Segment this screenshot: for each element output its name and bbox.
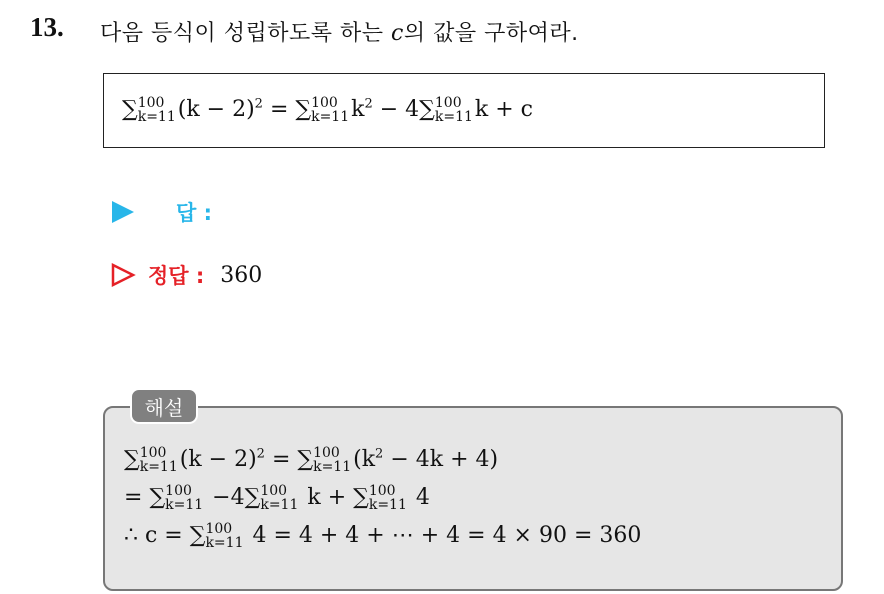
solution-tab: 해설 (130, 388, 198, 424)
question-variable: c (391, 21, 404, 46)
sum-limits: 100 k=11 (311, 95, 350, 125)
eq-term-1: (k − 2) (177, 97, 255, 122)
question-number: 13. (30, 12, 64, 42)
question-text-before: 다음 등식이 성립하도록 하는 (100, 21, 391, 46)
sum-limits: 100 k=11 (137, 95, 176, 125)
question-text (100, 16, 579, 47)
triangle-outline-icon (110, 263, 136, 287)
equation: ∑ 100 k=11 $(k - 2)^2$ = ∑ 100 k=11 $k^2 - 4\sum$ 100 k=11 k + c (122, 95, 533, 125)
sum-limits: 100 k=11 (205, 521, 244, 551)
sum-limits: 100 k=11 (139, 445, 178, 475)
eq-term-last: k + c (474, 97, 533, 122)
solution-line-3: ∴ c = ∑ 100 k=11 4 = 4 + 4 + ⋯ + 4 = 4 × 90 = 360 (124, 521, 642, 551)
correct-answer-value: 360 (220, 262, 263, 288)
sum-limits: 100 k=11 (313, 445, 352, 475)
question-text-after: 의 값을 구하여라. (403, 21, 579, 46)
answer-row (112, 197, 212, 227)
sum-limits: 100 k=11 (434, 95, 473, 125)
sum-limits: 100 k=11 (260, 483, 299, 513)
equation-box (103, 73, 825, 148)
sum-limits: 100 k=11 (368, 483, 407, 513)
correct-answer-row (110, 260, 262, 290)
solution-line-2: = ∑ 100 k=11 −4∑ 100 k=11 k + ∑ 100 k=11 4 (124, 483, 430, 513)
eq-equals: = (262, 97, 296, 122)
answer-label: 답 : (176, 201, 212, 225)
solution-line-1: ∑ 100 k=11 $(k - 2)^2$ = ∑ 100 k=11 $(k^2 - 4k + 4)$ (124, 445, 499, 475)
eq-minus-4: − 4 (372, 97, 420, 122)
eq-term-k: k (351, 97, 365, 122)
sum-limits: 100 k=11 (165, 483, 204, 513)
play-triangle-icon (112, 201, 134, 223)
correct-answer-label: 정답 : (148, 264, 205, 288)
